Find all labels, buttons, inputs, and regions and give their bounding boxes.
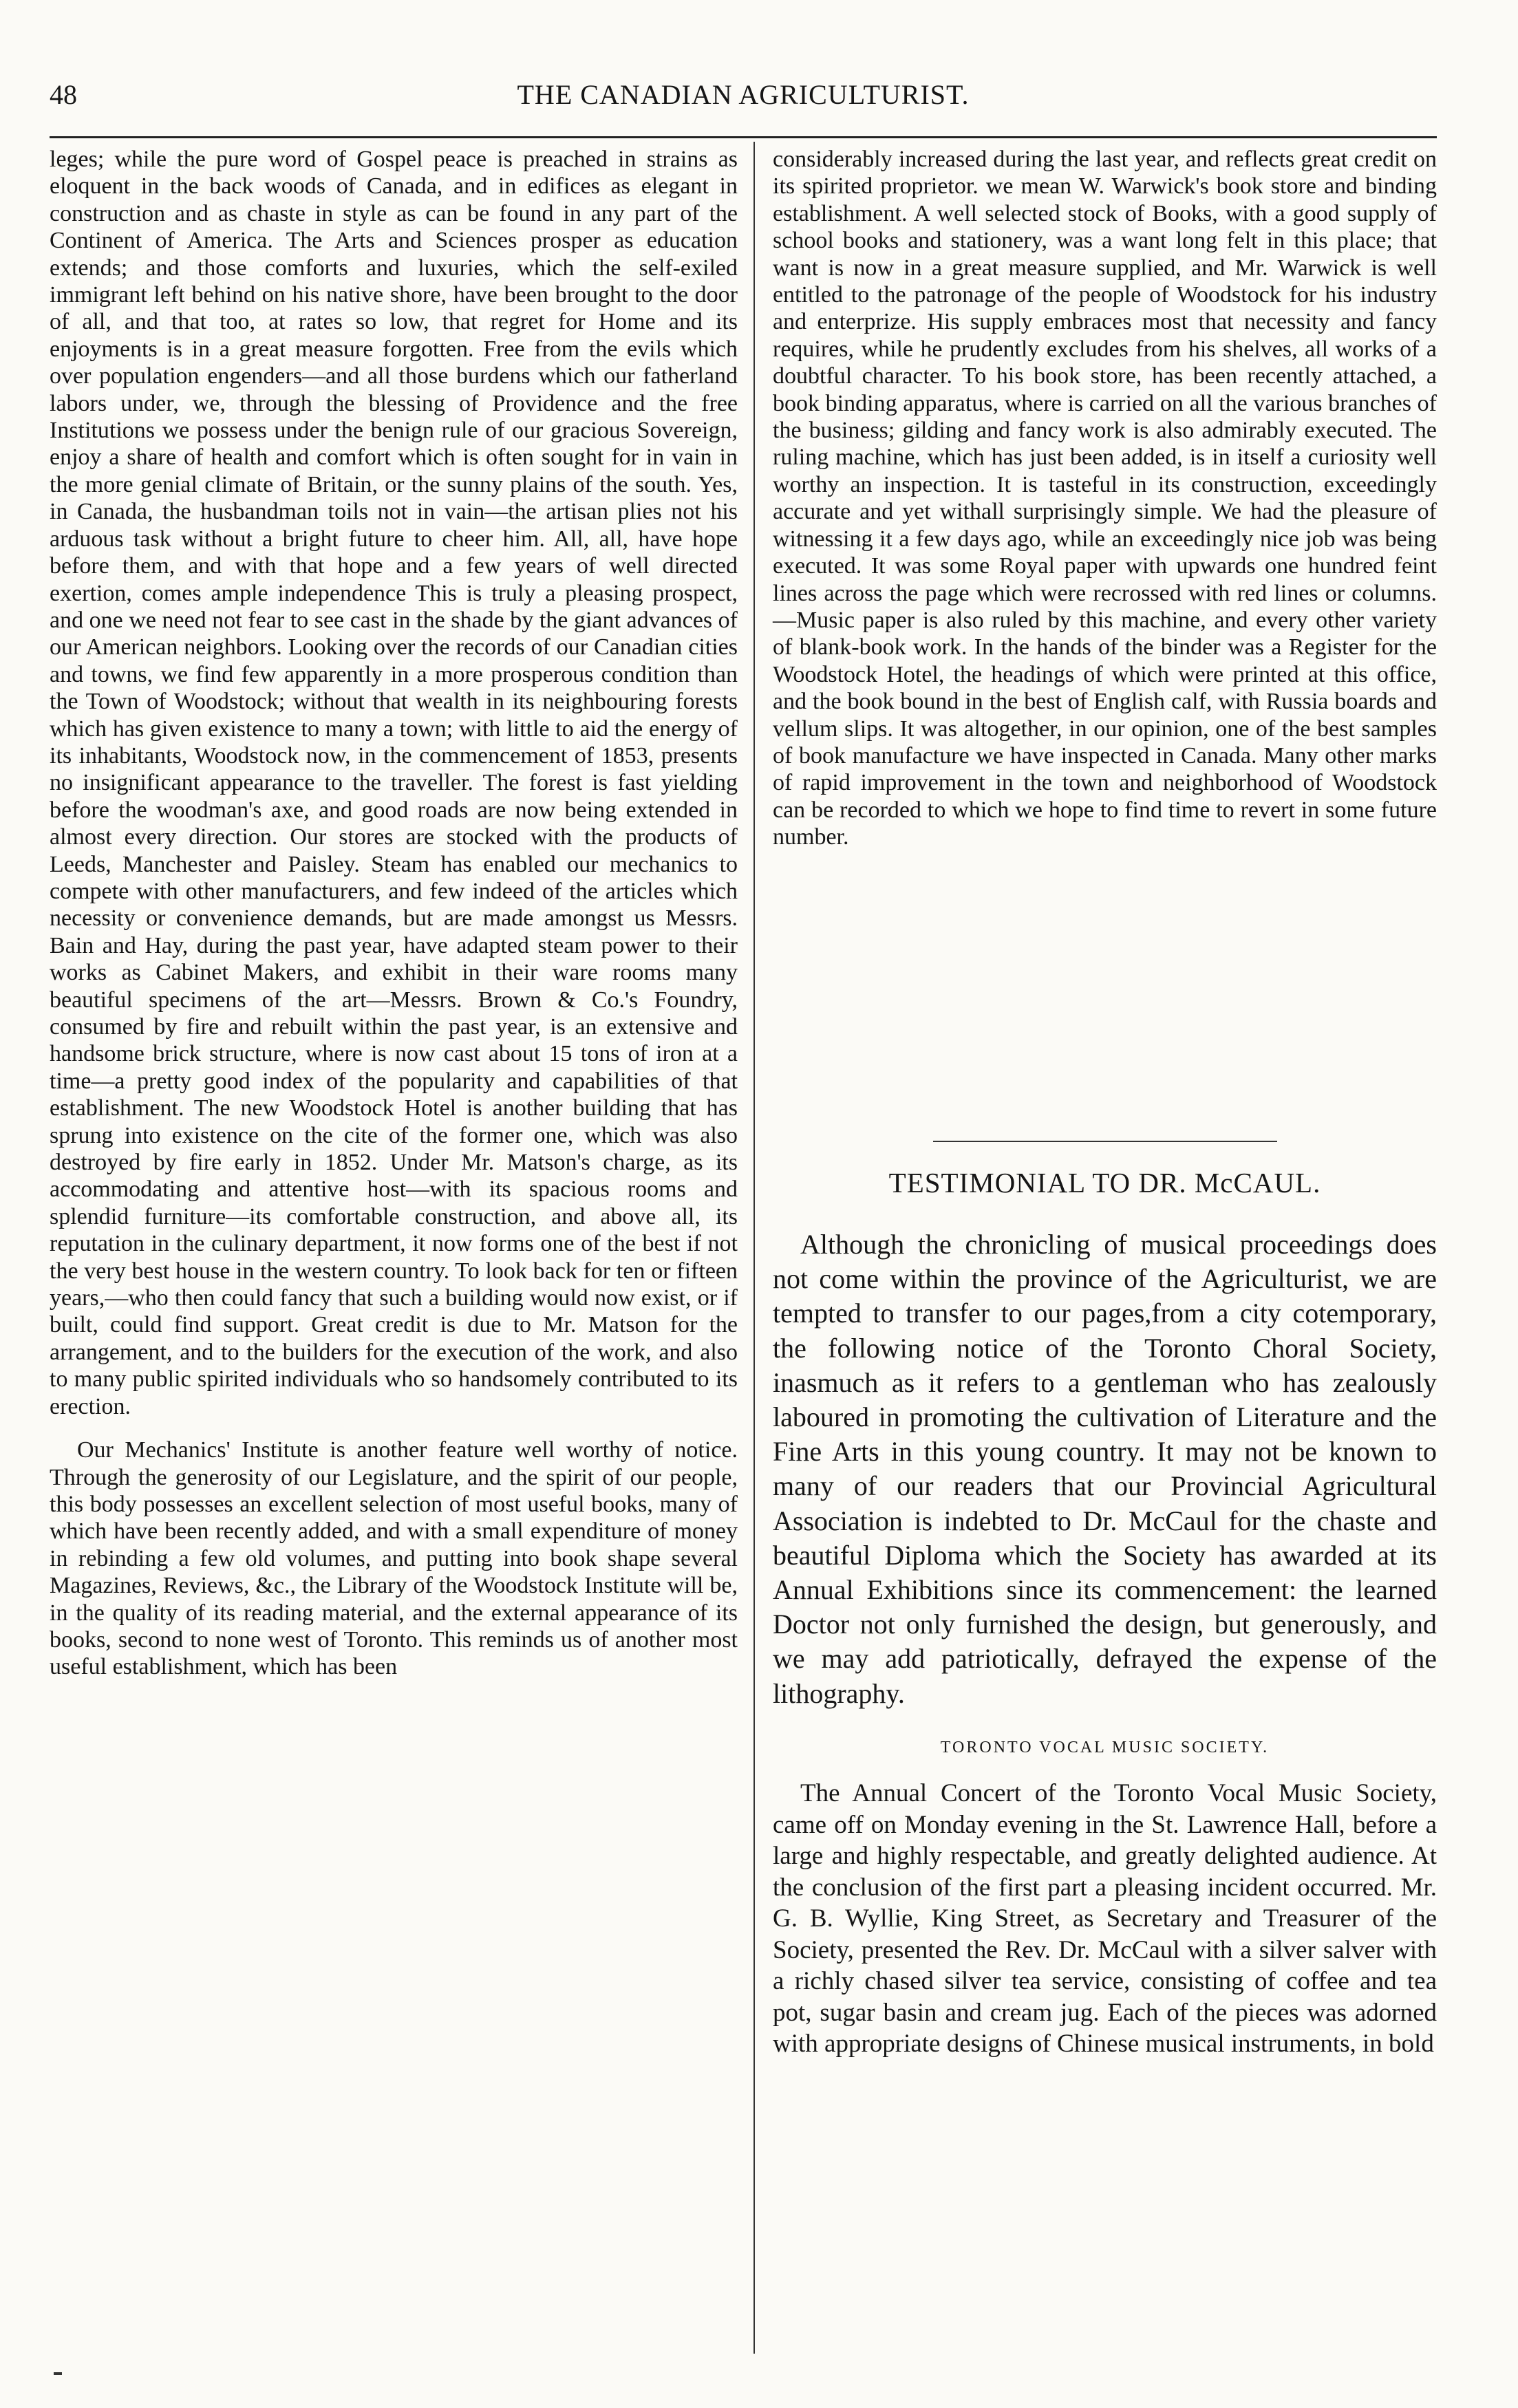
report-paragraph: The Annual Concert of the Toronto Vocal Music Society, came off on Monday evening in the St. Lawrence Hall, before a large and highly respectable, and greatly delighted audience. At the conclusion of the first part a pleasing incident occurred. Mr. G. B. Wyllie, King Street, as Secretary and Treasurer of the Society, presented the Rev. Dr. McCaul with a silver salver with a richly chased silver tea service, consisting of coffee and tea pot, sugar basin and cream jug. Each of the pieces was adorned with appropriate designs of Chinese musical instruments, in bold [773,1779,1437,2058]
page-header [50,74,1437,116]
page-number: 48 [50,79,77,110]
article-paragraph: leges; while the pure word of Gospel peace is preached in strains as eloquent in the back woods of Canada, and in edifices as elegant in construction and as chaste in style as can be found in any part of the Continent of America. The Arts and Sciences prosper as education extends; and those comforts and luxuries, which the self-exiled immigrant left behind on his native shore, have been brought to the door of all, and that too, at rates so low, that regret for Home and its enjoyments is in a great measure forgotten. Free from the evils which over population engenders—and all those burdens which our fatherland labors under, we, through the blessing of Providence and the free Institutions we possess under the benign rule of our gracious Sovereign, enjoy a share of health and comfort which is often sought for in vain in the more genial climate of Britain, or the sunny plains of the south. Yes, in Canada, the husbandman toils not in vain—the artisan plies not his arduous task without a bright future to cheer him. All, all, have hope before them, and with that hope and a few years of well directed exertion, comes ample independence This is truly a pleasing prospect, and one we need not fear to see cast in the shade by the giant advances of our American neighbors. Looking over the records of our Canadian cities and towns, we find few apparently in a more prosperous condition than the Town of Woodstock; without that wealth in its neighbouring forests which has given existence to many a town; with little to aid the energy of its inhabitants, Woodstock now, in the commencement of 1853, presents no insignificant appearance to the traveller. The forest is fast yielding before the woodman's axe, and good roads are now being extended in almost every direction. Our stores are stocked with the products of Leeds, Manchester and Paisley. Steam has enabled our mechanics to compete with other manufacturers, and few indeed of the articles which necessity or convenience demands, but are made amongst us Messrs. Bain and Hay, during the past year, have adapted steam power to their works as Cabinet Makers, and exhibit in their ware rooms many beautiful specimens of the art—Messrs. Brown & Co.'s Foundry, consumed by fire and rebuilt within the past year, is an extensive and handsome brick structure, where is now cast about 15 tons of iron at a time—a pretty good index of the popularity and capabilities of that establishment. The new Woodstock Hotel is another building that has sprung into existence on the cite of the former one, which was also destroyed by fire early in 1852. Under Mr. Matson's charge, as its accommodating and attentive host—with its spacious rooms and splendid furniture—its comfortable construction, and above all, its reputation in the culinary department, it now forms one of the best if not the very best house in the western country. To look back for ten or fifteen years,—who then could fancy that such a building would now exist, or if built, could find support. Great credit is due to Mr. Matson for the arrangement, and to the builders for the execution of the work, and also to many public spirited individuals who so handsomely contributed to its erection. [50,147,738,1419]
right-column [773,146,1437,2060]
intro-paragraph: Although the chronicling of musical proceedings does not come within the province of the Agriculturist, we are tempted to transfer to our pages,from a city cotemporary, the following notice of the Toronto Choral Society, inasmuch as it refers to a gentleman who has zealously laboured in promoting the cultivation of Literature and the Fine Arts in this young country. It may not be known to many of our readers that our Provincial Agricultural Association is indebted to Dr. McCaul for the chaste and beautiful Diploma which the Society has awarded at its Annual Exhibitions since its commencement: the learned Doctor not only furnished the design, but generously, and we may add patriotically, defrayed the expense of the lithography. [773,1229,1437,1709]
article-paragraph: Our Mechanics' Institute is another feature well worthy of notice. Through the generosity of our Legislature, and the spirit of our people, this body possesses an excellent selection of most useful books, many of which have been recently added, and with a small expenditure of money in rebinding a few old volumes, and putting into book shape several Magazines, Reviews, &c., the Library of the Woodstock Institute will be, in the quality of its reading material, and the external appearance of its books, second to none west of Toronto. This reminds us of another most useful establishment, which has been [50,1437,738,1680]
header-rule [50,136,1437,138]
column-divider [753,142,755,2354]
article-paragraph: considerably increased during the last year, and reflects great credit on its spirited proprietor. we mean W. Warwick's book store and binding establishment. A well selected stock of Books, with a good supply of school books and stationery, was a want long felt in this place; that want is now in a great measure supplied, and Mr. Warwick is well entitled to the patronage of the people of Woodstock for his industry and enterprize. His supply embraces most that necessity and fancy requires, while he prudently excludes from his shelves, all works of a doubtful character. To his book store, has been recently attached, a book binding apparatus, where is carried on all the various branches of the business; gilding and fancy work is also admirably executed. The ruling machine, which has just been added, is in itself a curiosity well worthy an inspection. It is tasteful in its construction, exceedingly accurate and yet withall surprisingly simple. We had the pleasure of witnessing it a few days ago, while an exceedingly nice job was being executed. It was some Royal paper with upwards one hundred feint lines across the page which were recrossed with red lines or columns.—Music paper is also ruled by this machine, and every other variety of blank-book work. In the hands of the binder was a Register for the Woodstock Hotel, the headings of which were printed at this office, and the book bound in the best of English calf, with Russia boards and vellum slips. It was altogether, in our opinion, one of the best samples of book manufacture we have inspected in Canada. Many other marks of rapid improvement in the town and neighborhood of Woodstock can be recorded to which we hope to find time to revert in some future number. [773,147,1437,850]
print-mark [54,2372,62,2375]
running-title: THE CANADIAN AGRICULTURIST. [517,79,970,110]
section-divider [933,1141,1277,1142]
left-column [50,146,738,1681]
sub-title: TORONTO VOCAL MUSIC SOCIETY. [940,1738,1270,1756]
section-title: TESTIMONIAL TO DR. McCAUL. [888,1167,1321,1198]
